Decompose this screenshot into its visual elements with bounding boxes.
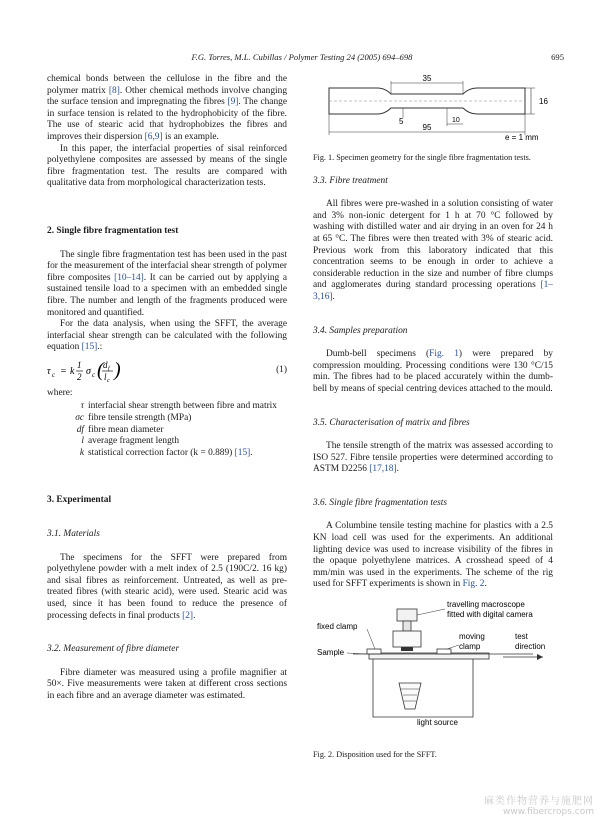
paragraph-sfft: The single fibre fragmentation test has been used in the past for the measurement of the interfacial shear strength of polymer fibre composites [10–14]. It can be carried out by applying a sustained tensile load to a specimen with an embedded single fibre. The number and length of the fragments produced were monitored and quantified. [47, 249, 287, 318]
figure-link[interactable]: Fig. 1 [429, 349, 459, 360]
left-column [47, 74, 287, 703]
label-sample: Sample [317, 648, 345, 658]
svg-text:c: c [52, 370, 56, 379]
subsection-heading-3-4: 3.4. Samples preparation [313, 325, 408, 336]
definition-item: df fibre mean diameter [76, 424, 164, 435]
paragraph-characterisation: The tensile strength of the matrix was assessed according to ISO 527. Fibre tensile properties were determined according to ASTM D2256 [17,18]. [313, 441, 553, 475]
watermark: 麻类作物营养与施肥网 www.fibercrops.com [484, 796, 594, 817]
dim-label-top: 35 [422, 74, 432, 83]
definition-item: l average fragment length [81, 436, 180, 447]
svg-text:c: c [107, 377, 110, 384]
subsection-heading-3-3: 3.3. Fibre treatment [313, 175, 388, 186]
variable-definitions [47, 401, 287, 459]
citation-link[interactable]: [6,9] [144, 131, 163, 142]
definition-item: σc fibre tensile strength (MPa) [75, 413, 192, 424]
svg-text:2: 2 [77, 371, 82, 382]
label-moving: moving [459, 632, 485, 642]
figure-2-rig-disposition [313, 599, 553, 749]
label-test: test [515, 632, 528, 642]
rig-drawing [313, 599, 553, 749]
equation-number: (1) [276, 365, 287, 376]
paragraph-materials: The specimens for the SFFT were prepared from polyethylene powder with a melt index of 2.5 (190C/2. 16 kg) and sisal fibres as reinforcement. Untreated, as well as pre-treated fibres (with stearic acid), were used. Stearic acid was used, since it has been found to reduce the presence of processing defects in final products [2]. [47, 552, 287, 621]
subsection-heading-3-6: 3.6. Single fibre fragmentation tests [313, 497, 448, 508]
paragraph-intro-continued: chemical bonds between the cellulose in the fibre and the polymer matrix [8]. Other chemical methods involve changing the surface tension and impregnating the fibres [9]. The change in surface tension is related to the hydrophobicity of the fibre. The use of stearic acid that hydrophobizes the fibres and improves their dispersion [6,9] is an example. [47, 74, 288, 142]
citation-link[interactable]: [10–14] [114, 272, 144, 283]
figure-2-caption: Fig. 2. Disposition used for the SFFT. [313, 750, 437, 760]
section-heading-3: 3. Experimental [47, 495, 112, 506]
subsection-heading-3-5: 3.5. Characterisation of matrix and fibres [313, 417, 470, 428]
svg-text:c: c [92, 370, 96, 379]
label-clamp: clamp [459, 642, 481, 652]
definition-item: k statistical correction factor (k = 0.889) [15]. [79, 447, 253, 458]
svg-text:k: k [70, 365, 75, 377]
svg-text:1: 1 [77, 359, 82, 370]
dim-label-small: 10 [452, 117, 460, 124]
right-column [313, 74, 553, 761]
svg-text:f: f [108, 365, 110, 372]
figure-1-caption: Fig. 1. Specimen geometry for the single fibre fragmentation tests. [313, 153, 531, 162]
running-header: F.G. Torres, M.L. Cubillas / Polymer Testing 24 (2005) 694–698 [191, 52, 413, 62]
paragraph-fibre-treatment: All fibres were pre-washed in a solution consisting of water and 3% non-ionic detergent for 1 h at 70 °C followed by washing with distilled water and air drying in an oven for 24 h at 65 °C. The fibres were then treated with 3% of stearic acid. Previous work from this laboratory indicated that this concentration seems to be enough in order to achieve a considerable reduction in the size and number of fibre clumps and agglomerates during standard processing operations [1–3,16]. [313, 199, 553, 302]
scale-label: e = 1 mm [505, 133, 539, 142]
label-fixed-clamp: fixed clamp [317, 622, 358, 632]
section-heading-2: 2. Single fibre fragmentation test [47, 225, 179, 236]
dim-label-inner: 5 [399, 117, 404, 126]
label-macroscope: travelling macroscope [447, 600, 525, 610]
svg-text:(: ( [97, 358, 104, 381]
svg-text:σ: σ [86, 365, 91, 377]
citation-link[interactable]: [8] [108, 85, 120, 96]
dumbbell-drawing [313, 74, 553, 150]
citation-link[interactable]: [15] [234, 447, 251, 458]
label-direction: direction [515, 642, 546, 652]
citation-link[interactable]: [2] [182, 610, 194, 621]
paragraph-aim: In this paper, the interfacial properties of sisal reinforced polyethylene composites are assessed by means of the single fibre fragmentation test. The results are compared with qualitative data from morphological characterization tests. [47, 143, 287, 189]
svg-text:τ: τ [47, 365, 51, 377]
paragraph-fibre-diameter: Fibre diameter was measured using a profile magnifier at 50×. Five measurements were taken at different cross sections in each fibre and an average diameter was estimated. [47, 667, 287, 701]
page-number: 695 [551, 52, 564, 62]
paragraph-samples: Dumb-bell specimens (Fig. 1) were prepared by compression moulding. Processing conditions were 130 °C/15 min. The fibres had to be placed accurately within the dumb-bell by means of special centring devices attached to the mould. [313, 349, 553, 394]
definition-item: τ interfacial shear strength between fibre and matrix [80, 401, 277, 412]
figure-1-specimen-geometry [313, 74, 553, 150]
svg-text:): ) [114, 358, 121, 381]
equation-1 [47, 358, 287, 384]
where-label: where: [47, 387, 73, 398]
dim-label-bottom: 95 [422, 123, 432, 132]
figure-link[interactable]: Fig. 2 [462, 579, 485, 590]
label-light-source: light source [417, 718, 458, 728]
svg-text:l: l [104, 371, 107, 382]
citation-link[interactable]: [17,18] [369, 464, 397, 475]
svg-text:=: = [60, 365, 67, 377]
dim-label-right: 16 [539, 97, 548, 106]
subsection-heading-3-1: 3.1. Materials [47, 529, 100, 540]
citation-link[interactable]: [1–3,16] [313, 280, 553, 302]
subsection-heading-3-2: 3.2. Measurement of fibre diameter [47, 644, 180, 655]
citation-link[interactable]: [15] [81, 342, 98, 353]
paragraph-fragmentation-tests: A Columbine tensile testing machine for plastics with a 2.5 KN load cell was used for the experiments. An additional lighting device was used to increase visibility of the fibres in the opaque polyethylene matrices. A crosshead speed of 4 mm/min was used in the experiments. The scheme of the rig used for SFFT experiments is shown in Fig. 2. [313, 521, 553, 590]
citation-link[interactable]: [9] [227, 97, 239, 108]
paragraph-equation-intro: For the data analysis, when using the SFFT, the average interfacial shear strength can be calculated with the following equation [15].: [47, 319, 287, 353]
svg-text:d: d [103, 359, 108, 370]
equation-formula [47, 358, 177, 384]
label-camera: fitted with digital camera [447, 610, 533, 620]
